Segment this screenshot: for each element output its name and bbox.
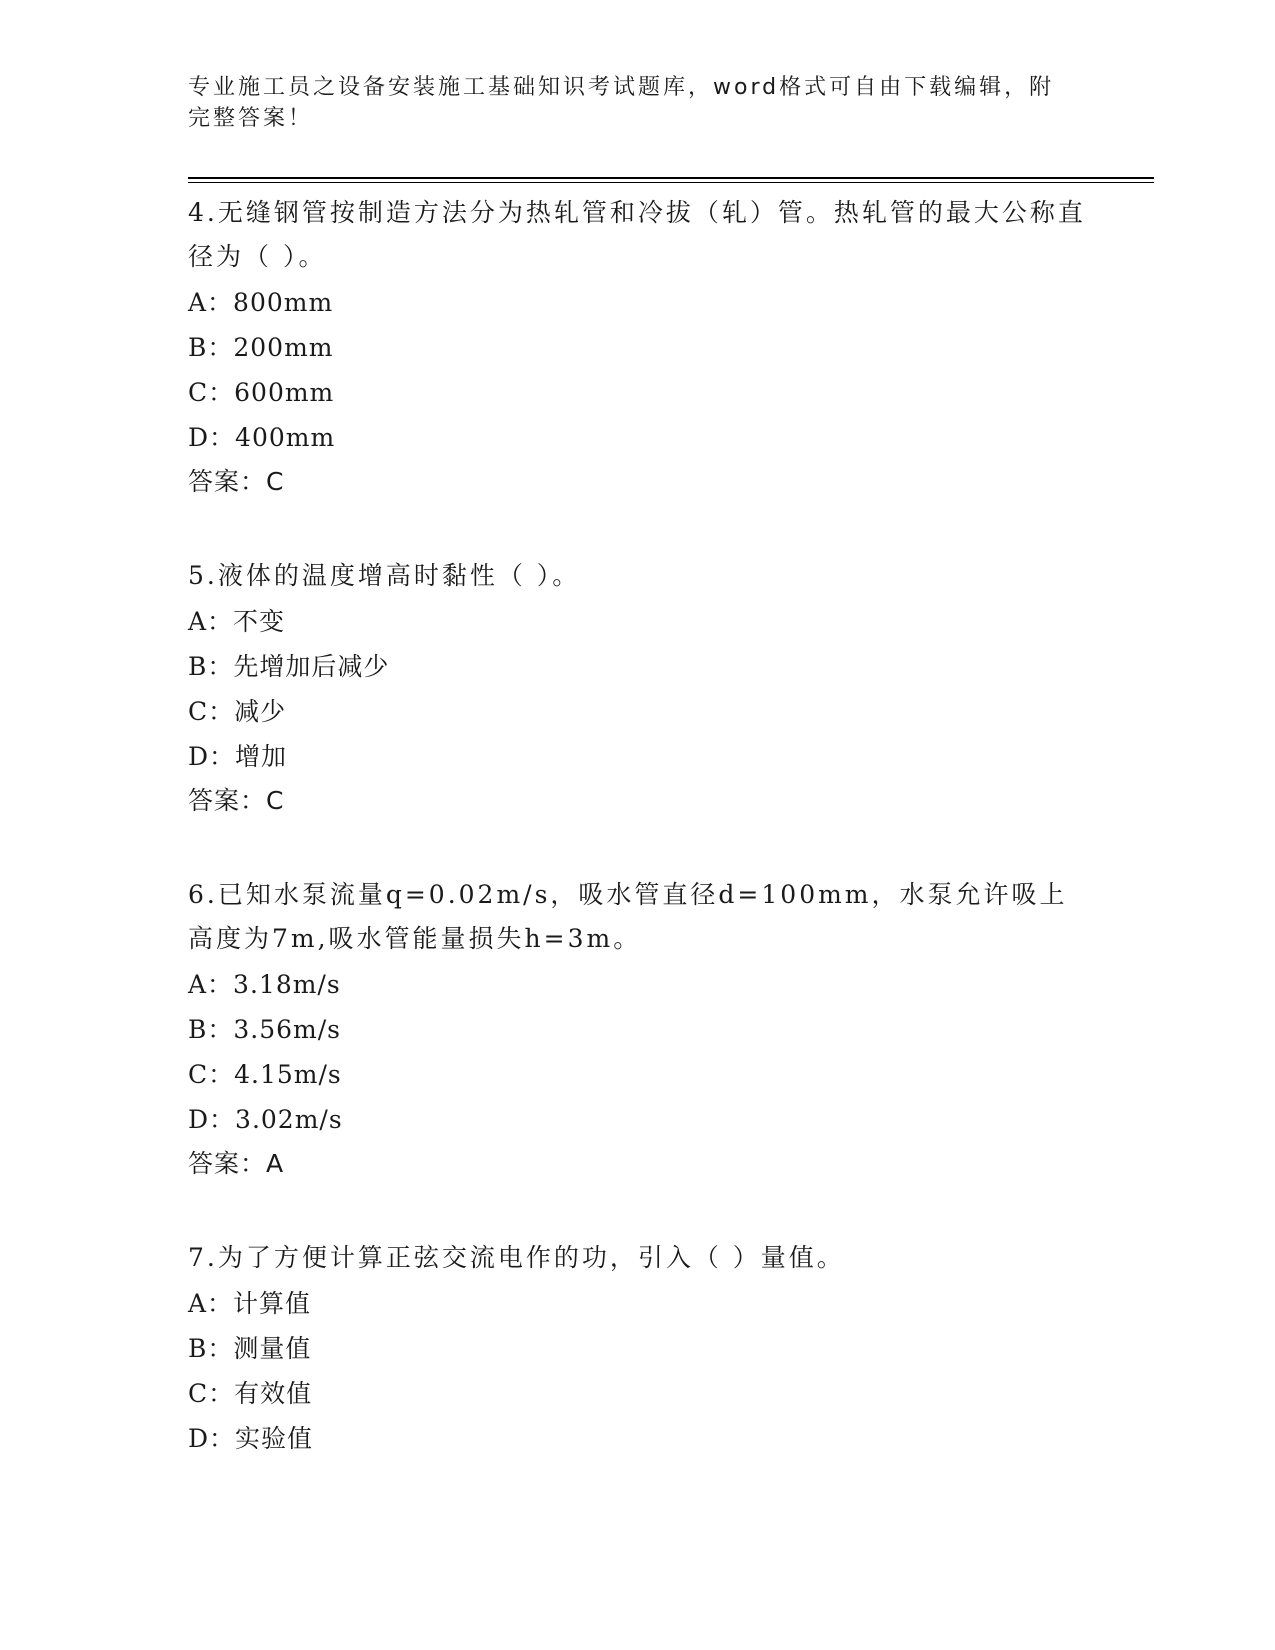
option-a: A：800mm (188, 288, 334, 317)
answer: 答案：C (188, 786, 285, 815)
option-b: B：3.56m/s (188, 1015, 341, 1044)
option-d: D：400mm (188, 423, 336, 452)
question-list (188, 191, 1088, 1511)
question-stem: 4.无缝钢管按制造方法分为热轧管和冷拔（轧）管。热轧管的最大公称直径为（ ）。 (188, 198, 1086, 271)
question-4 (188, 191, 1088, 504)
option-b: B：先增加后减少 (188, 652, 390, 681)
question-5 (188, 554, 1088, 823)
option-a: A：计算值 (188, 1289, 312, 1318)
question-stem: 6.已知水泵流量q=0.02m/s，吸水管直径d=100mm，水泵允许吸上高度为7m,吸水管能量损失h=3m。 (188, 880, 1068, 953)
header-divider-thin (188, 182, 1154, 183)
answer: 答案：A (188, 1149, 285, 1178)
option-d: D：实验值 (188, 1424, 314, 1453)
question-7 (188, 1236, 1088, 1461)
option-d: D：增加 (188, 742, 288, 771)
option-c: C：有效值 (188, 1379, 313, 1408)
option-c: C：600mm (188, 378, 335, 407)
answer: 答案：C (188, 467, 285, 496)
option-b: B：测量值 (188, 1334, 312, 1363)
option-b: B：200mm (188, 333, 334, 362)
option-a: A：不变 (188, 607, 286, 636)
question-stem: 5.液体的温度增高时黏性（ ）。 (188, 561, 581, 590)
question-6 (188, 873, 1088, 1186)
option-c: C：4.15m/s (188, 1060, 342, 1089)
document-header: 专业施工员之设备安装施工基础知识考试题库，word格式可自由下载编辑，附完整答案！ (188, 75, 1055, 131)
option-d: D：3.02m/s (188, 1105, 343, 1134)
question-stem: 7.为了方便计算正弦交流电作的功，引入（ ）量值。 (188, 1243, 845, 1272)
header-divider-thick (188, 177, 1154, 179)
option-a: A：3.18m/s (188, 970, 341, 999)
option-c: C：减少 (188, 697, 287, 726)
